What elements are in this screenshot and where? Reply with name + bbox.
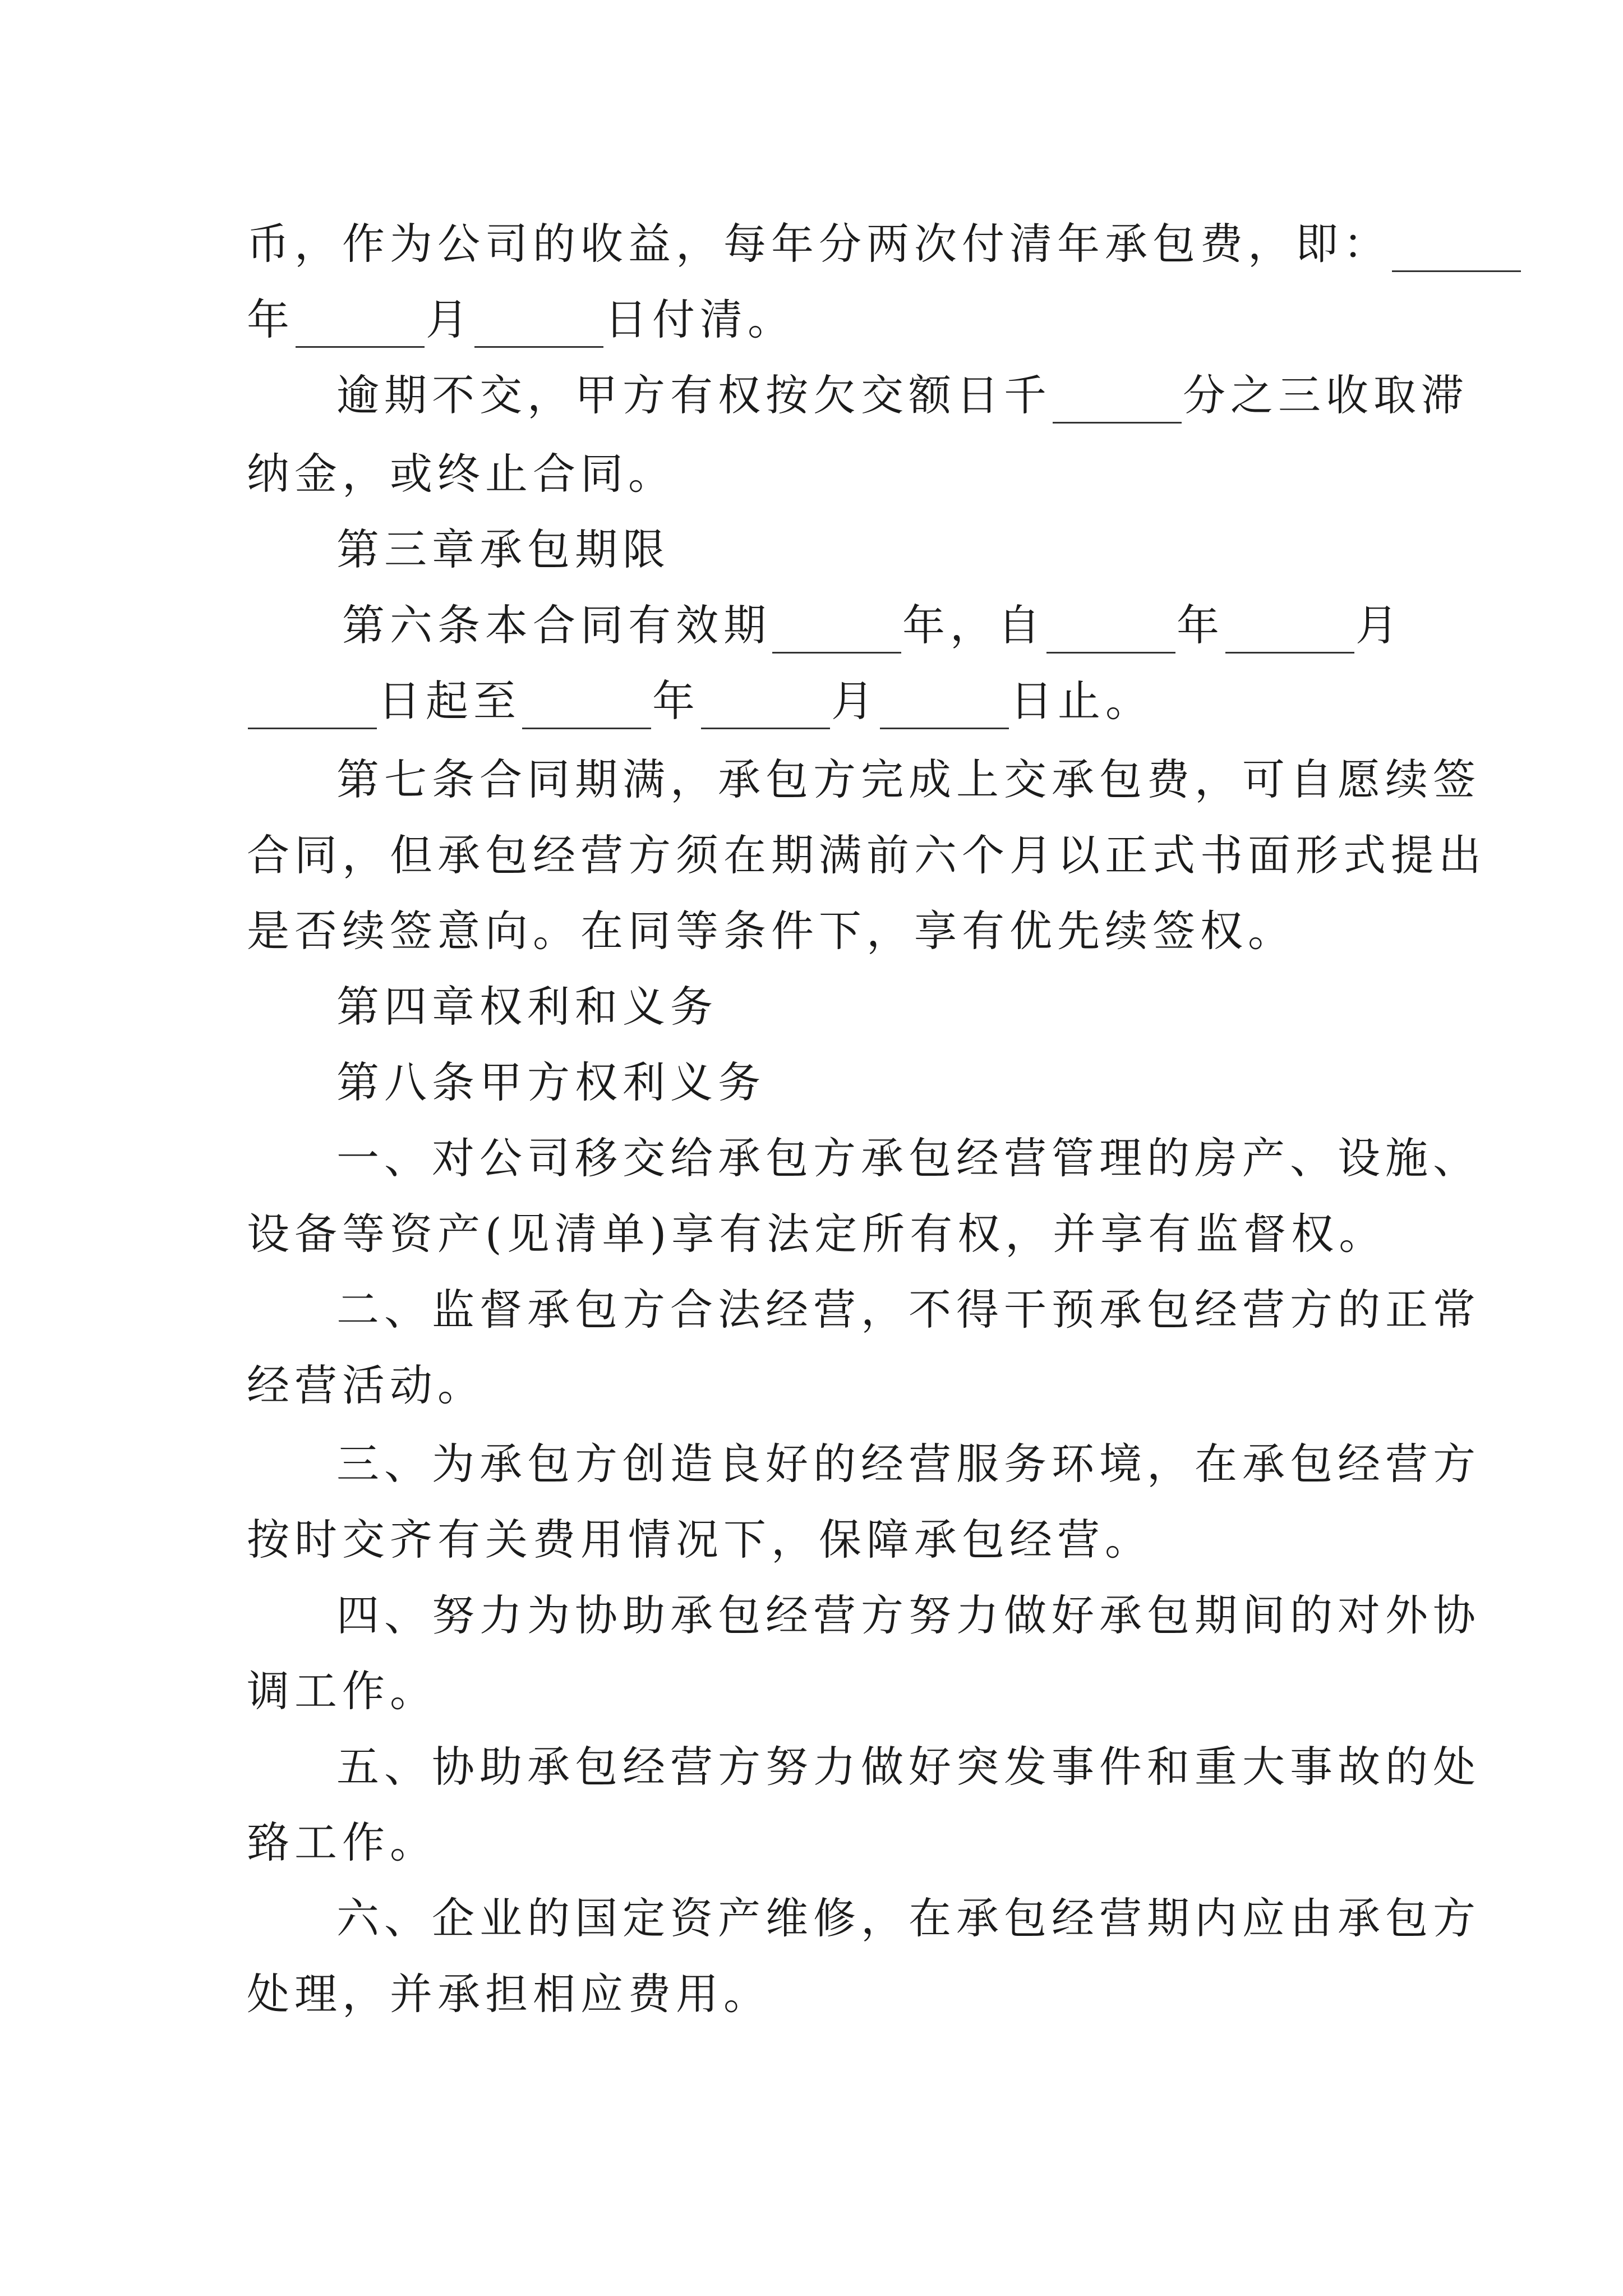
fill-blank [1225,615,1354,654]
chapter-heading: 第四章权利和义务 [336,982,718,1032]
text-span: 分之三收取滞 [1183,370,1469,420]
text-span: 第六条本合同有效期 [342,600,771,650]
text-line: 合同，但承包经营方须在期满前六个月以正式书面形式提出 [247,830,1486,880]
text-line: 六、企业的国定资产维修，在承包经营期内应由承包方 [336,1893,1481,1943]
text-line: 是否续签意向。在同等条件下，享有优先续签权。 [247,906,1295,956]
text-line [247,673,1385,729]
fill-blank [296,309,425,348]
text-line: 第七条合同期满，承包方完成上交承包费，可自愿续签 [336,754,1481,804]
text-line [247,446,1385,502]
text-line: 臵工作。 [247,1818,437,1867]
fill-blank [772,615,901,654]
fill-blank [474,309,603,348]
fill-blank [701,691,830,729]
text-span: 年 [1177,600,1224,650]
fill-blank [880,691,1009,729]
text-line [336,367,1469,424]
article-heading: 第八条甲方权利义务 [336,1057,766,1107]
text-span: 月 [1355,600,1403,650]
fill-blank [1046,615,1175,654]
fill-blank [1392,233,1521,272]
text-span: 月 [426,295,473,344]
chapter-heading: 第三章承包期限 [336,524,670,574]
text-line: 处理，并承担相应费用。 [247,1969,771,2019]
text-span: 逾期不交，甲方有权按欠交额日千 [336,370,1052,420]
text-line: 调工作。 [247,1666,437,1716]
text-line: 三、为承包方创造良好的经营服务环境，在承包经营方 [336,1439,1481,1489]
text-span: 日付清。 [605,295,795,344]
text-line: 经营活动。 [247,1360,485,1410]
text-line: 设备等资产(见清单)享有法定所有权，并享有监督权。 [247,1209,1387,1259]
fill-blank [248,691,377,729]
fill-blank [522,691,651,729]
text-span: 年，自 [902,600,1045,650]
text-line: 五、协助承包经营方努力做好突发事件和重大事故的处 [336,1742,1481,1792]
text-line: 四、努力为协助承包经营方努力做好承包期间的对外协 [336,1590,1481,1640]
text-line: 一、对公司移交给承包方承包经营管理的房产、设施、 [336,1133,1481,1183]
text-span: 币，作为公司的收益，每年分两次付清年承包费，即： [247,219,1391,269]
text-line [247,216,1391,272]
text-span: 月 [831,676,879,726]
fill-blank [1053,385,1182,424]
text-span: 年 [247,295,294,344]
text-span: 纳金，或终止合同。 [247,449,676,499]
text-line: 二、监督承包方合法经营，不得干预承包经营方的正常 [336,1285,1481,1335]
text-line [247,292,1385,348]
text-span: 日起至 [378,676,521,726]
text-line [342,597,1481,654]
text-span: 年 [652,676,700,726]
text-span: 日止。 [1010,676,1153,726]
text-line: 按时交齐有关费用情况下，保障承包经营。 [247,1515,1152,1565]
